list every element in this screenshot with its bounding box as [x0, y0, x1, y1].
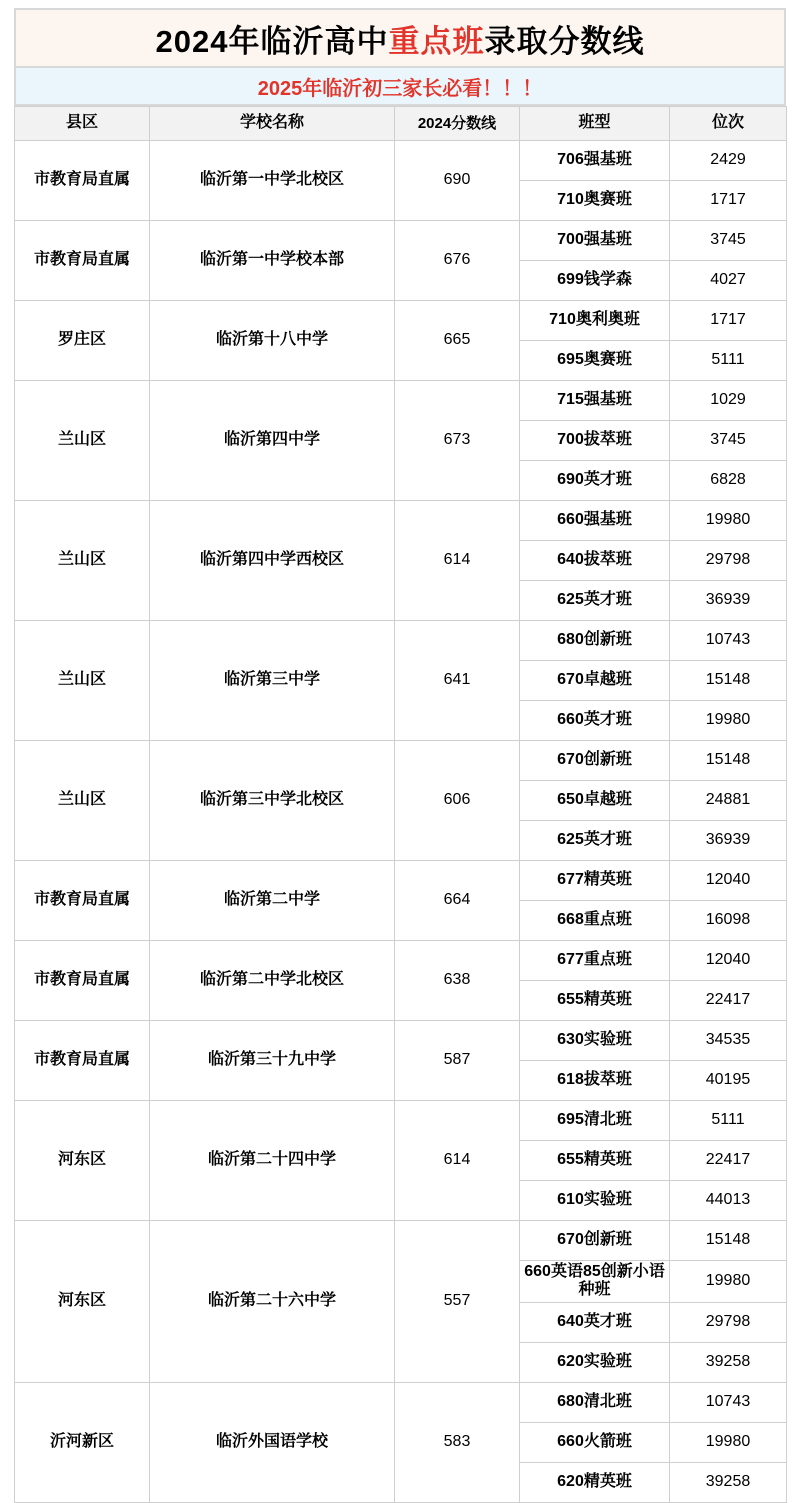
cell-score-line: 676 [395, 221, 520, 301]
cell-class-type: 640英才班 [520, 1302, 670, 1342]
cell-score-line: 638 [395, 941, 520, 1021]
cell-rank: 24881 [670, 781, 787, 821]
cell-rank: 22417 [670, 1141, 787, 1181]
cell-class-type: 670卓越班 [520, 661, 670, 701]
title-highlight: 重点班 [388, 23, 485, 59]
cell-class-type: 677重点班 [520, 941, 670, 981]
cell-score-line: 664 [395, 861, 520, 941]
cell-class-type: 690英才班 [520, 461, 670, 501]
table-header [15, 107, 787, 141]
title-suffix: 录取分数线 [484, 23, 645, 59]
cell-class-type: 699钱学森 [520, 261, 670, 301]
cell-school-name: 临沂第三中学 [150, 621, 395, 741]
cell-school-name: 临沂第四中学 [150, 381, 395, 501]
column-header-class: 班型 [520, 107, 670, 141]
cell-class-type: 620实验班 [520, 1342, 670, 1382]
cell-class-type: 660强基班 [520, 501, 670, 541]
cell-class-type: 710奥利奥班 [520, 301, 670, 341]
cell-rank: 39258 [670, 1462, 787, 1502]
column-header-county: 县区 [15, 107, 150, 141]
cell-county: 兰山区 [15, 381, 150, 501]
table-row [15, 501, 787, 541]
cell-score-line: 587 [395, 1021, 520, 1101]
cell-county: 兰山区 [15, 741, 150, 861]
cell-class-type: 660英语85创新小语种班 [520, 1261, 670, 1303]
table-row [15, 1021, 787, 1061]
cell-score-line: 665 [395, 301, 520, 381]
cell-class-type: 695奥赛班 [520, 341, 670, 381]
cell-rank: 44013 [670, 1181, 787, 1221]
table-row [15, 861, 787, 901]
cell-county: 兰山区 [15, 621, 150, 741]
subtitle-bar [14, 68, 786, 106]
cell-school-name: 临沂第一中学北校区 [150, 141, 395, 221]
table-row [15, 381, 787, 421]
cell-rank: 12040 [670, 941, 787, 981]
table-row [15, 1382, 787, 1422]
cell-score-line: 690 [395, 141, 520, 221]
title-bar [14, 8, 786, 68]
cell-class-type: 680创新班 [520, 621, 670, 661]
table-row [15, 141, 787, 181]
cell-class-type: 715强基班 [520, 381, 670, 421]
cell-county: 市教育局直属 [15, 861, 150, 941]
cell-class-type: 650卓越班 [520, 781, 670, 821]
title-prefix: 2024年临沂高中 [155, 23, 389, 59]
cell-class-type: 655精英班 [520, 1141, 670, 1181]
cell-county: 河东区 [15, 1101, 150, 1221]
cell-school-name: 临沂第二十四中学 [150, 1101, 395, 1221]
cell-county: 沂河新区 [15, 1382, 150, 1502]
cell-score-line: 614 [395, 1101, 520, 1221]
cell-county: 市教育局直属 [15, 221, 150, 301]
page-subtitle: 2025年临沂初三家长必看！！！ [257, 77, 543, 100]
table-row [15, 941, 787, 981]
cell-rank: 2429 [670, 141, 787, 181]
page-title [156, 16, 645, 61]
cell-county: 市教育局直属 [15, 1021, 150, 1101]
column-header-rank: 位次 [670, 107, 787, 141]
cell-county: 兰山区 [15, 501, 150, 621]
cell-class-type: 618拔萃班 [520, 1061, 670, 1101]
cell-class-type: 668重点班 [520, 901, 670, 941]
cell-rank: 1029 [670, 381, 787, 421]
cell-rank: 15148 [670, 1221, 787, 1261]
cell-class-type: 677精英班 [520, 861, 670, 901]
cell-county: 罗庄区 [15, 301, 150, 381]
cell-county: 河东区 [15, 1221, 150, 1383]
cell-score-line: 557 [395, 1221, 520, 1383]
cell-rank: 10743 [670, 621, 787, 661]
cell-rank: 34535 [670, 1021, 787, 1061]
table-header-row [15, 107, 787, 141]
cell-class-type: 670创新班 [520, 741, 670, 781]
cell-class-type: 706强基班 [520, 141, 670, 181]
cell-school-name: 临沂第十八中学 [150, 301, 395, 381]
cell-rank: 6828 [670, 461, 787, 501]
cell-rank: 5111 [670, 341, 787, 381]
cell-county: 市教育局直属 [15, 141, 150, 221]
cell-rank: 16098 [670, 901, 787, 941]
cell-rank: 19980 [670, 1422, 787, 1462]
column-header-school: 学校名称 [150, 107, 395, 141]
cell-rank: 36939 [670, 581, 787, 621]
cell-rank: 15148 [670, 661, 787, 701]
column-header-score: 2024分数线 [395, 107, 520, 141]
cell-class-type: 655精英班 [520, 981, 670, 1021]
cell-rank: 40195 [670, 1061, 787, 1101]
cell-rank: 19980 [670, 501, 787, 541]
cell-rank: 3745 [670, 221, 787, 261]
table-row [15, 1221, 787, 1261]
cell-rank: 39258 [670, 1342, 787, 1382]
cell-rank: 19980 [670, 701, 787, 741]
cell-class-type: 695清北班 [520, 1101, 670, 1141]
cell-class-type: 640拔萃班 [520, 541, 670, 581]
cell-class-type: 660火箭班 [520, 1422, 670, 1462]
cell-county: 市教育局直属 [15, 941, 150, 1021]
cell-rank: 1717 [670, 181, 787, 221]
cell-rank: 10743 [670, 1382, 787, 1422]
cell-class-type: 630实验班 [520, 1021, 670, 1061]
table-row [15, 1101, 787, 1141]
cell-score-line: 673 [395, 381, 520, 501]
table-row [15, 741, 787, 781]
cell-school-name: 临沂第一中学校本部 [150, 221, 395, 301]
cell-rank: 12040 [670, 861, 787, 901]
cell-rank: 15148 [670, 741, 787, 781]
cell-school-name: 临沂第二中学北校区 [150, 941, 395, 1021]
cell-score-line: 641 [395, 621, 520, 741]
cell-class-type: 670创新班 [520, 1221, 670, 1261]
cell-score-line: 614 [395, 501, 520, 621]
cell-school-name: 临沂第三十九中学 [150, 1021, 395, 1101]
cell-rank: 3745 [670, 421, 787, 461]
cell-rank: 5111 [670, 1101, 787, 1141]
cell-school-name: 临沂第二十六中学 [150, 1221, 395, 1383]
cell-rank: 1717 [670, 301, 787, 341]
table-row [15, 301, 787, 341]
cell-rank: 29798 [670, 1302, 787, 1342]
cell-class-type: 700强基班 [520, 221, 670, 261]
cell-class-type: 625英才班 [520, 581, 670, 621]
cell-class-type: 625英才班 [520, 821, 670, 861]
cell-school-name: 临沂第三中学北校区 [150, 741, 395, 861]
cell-score-line: 606 [395, 741, 520, 861]
cell-class-type: 610实验班 [520, 1181, 670, 1221]
cell-rank: 19980 [670, 1261, 787, 1303]
cell-class-type: 710奥赛班 [520, 181, 670, 221]
table-body [15, 141, 787, 1503]
cell-class-type: 660英才班 [520, 701, 670, 741]
cell-rank: 4027 [670, 261, 787, 301]
scores-table [14, 106, 787, 1503]
cell-class-type: 680清北班 [520, 1382, 670, 1422]
table-row [15, 621, 787, 661]
cell-score-line: 583 [395, 1382, 520, 1502]
cell-rank: 36939 [670, 821, 787, 861]
table-row [15, 221, 787, 261]
cell-school-name: 临沂第四中学西校区 [150, 501, 395, 621]
cell-rank: 29798 [670, 541, 787, 581]
cell-school-name: 临沂第二中学 [150, 861, 395, 941]
cell-class-type: 700拔萃班 [520, 421, 670, 461]
cell-class-type: 620精英班 [520, 1462, 670, 1502]
cell-school-name: 临沂外国语学校 [150, 1382, 395, 1502]
cell-rank: 22417 [670, 981, 787, 1021]
